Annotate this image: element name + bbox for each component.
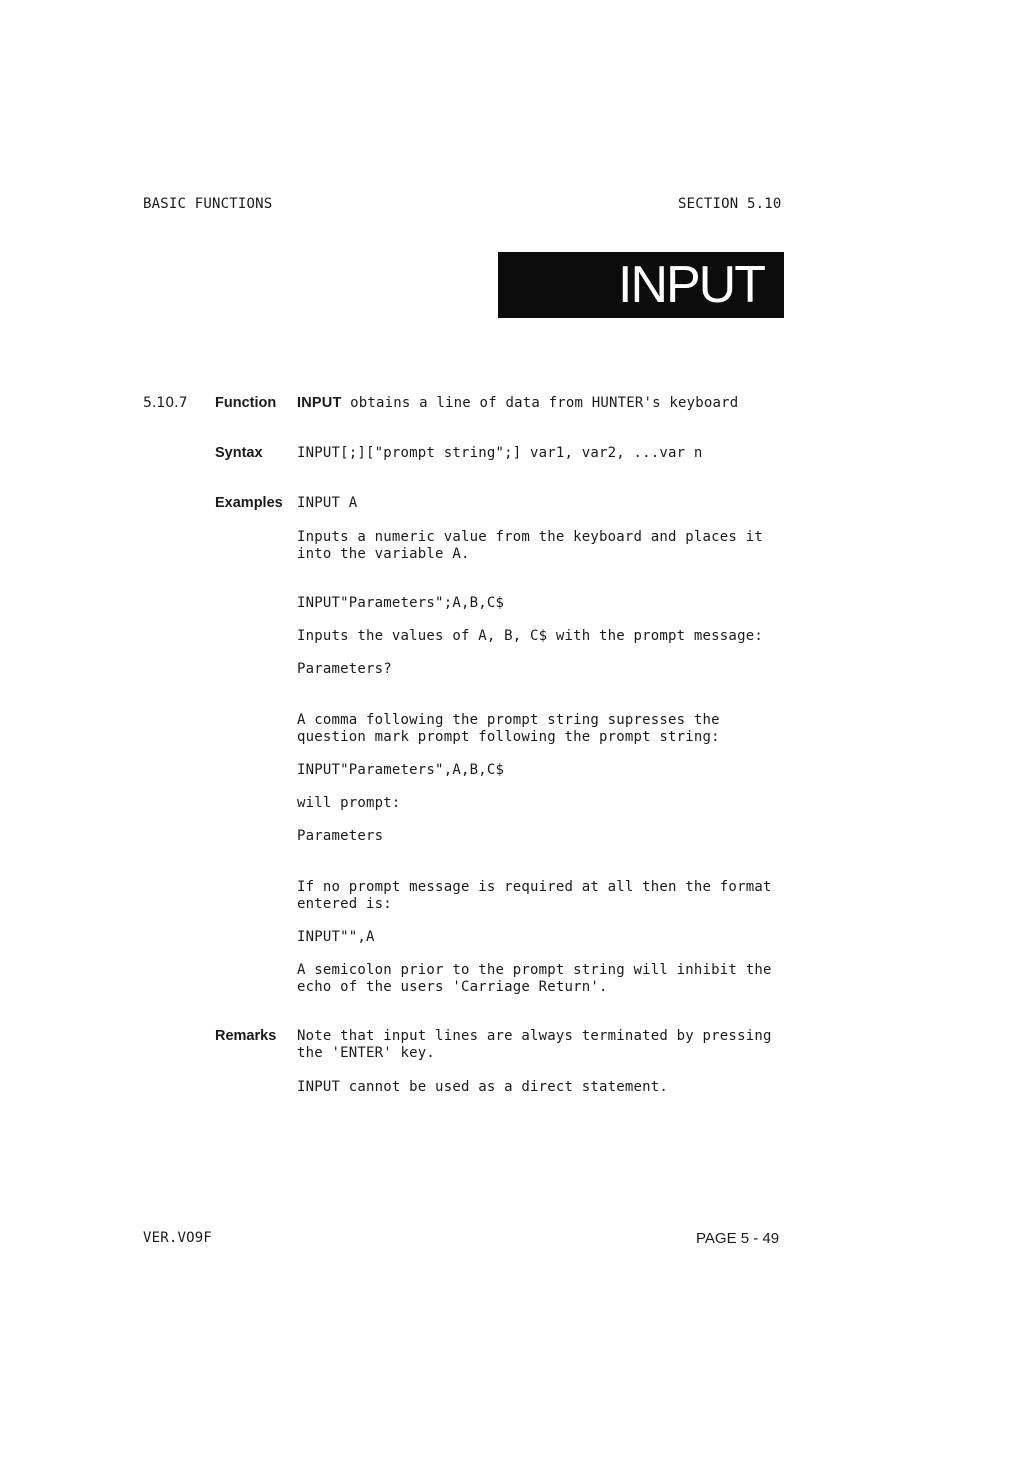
examples-label: Examples [215,495,283,511]
example-text: If no prompt message is required at all then the format entered is: [297,879,772,912]
remarks-label: Remarks [215,1028,277,1044]
remark-text: Note that input lines are always terminated by pressing the 'ENTER' key. [297,1028,772,1061]
function-label: Function [215,395,277,411]
syntax-text: INPUT[;]["prompt string";] var1, var2, ...var n [297,445,703,461]
page-title: INPUT [618,256,764,314]
function-text: obtains a line of data from HUNTER's keyboard [341,395,739,411]
running-header-right: SECTION 5.10 [678,196,782,212]
page-number: PAGE 5 - 49 [696,1230,780,1247]
example-output: Parameters? [297,661,392,677]
version-footer: VER.VO9F [143,1230,213,1246]
function-keyword: INPUT [297,395,342,411]
remark-text: INPUT cannot be used as a direct statement. [297,1079,669,1095]
example-output: Parameters [297,828,384,844]
running-header-left: BASIC FUNCTIONS [143,196,273,212]
example-code: INPUT"Parameters",A,B,C$ [297,762,505,778]
example-text: A comma following the prompt string supresses the question mark prompt following the prompt string: [297,712,720,745]
title-banner [498,252,784,318]
example-text: A semicolon prior to the prompt string will inhibit the echo of the users 'Carriage Return'. [297,962,772,995]
example-code: INPUT A [297,495,358,511]
function-description [297,395,738,411]
syntax-label: Syntax [215,445,263,461]
example-text: will prompt: [297,795,401,811]
example-code: INPUT"",A [297,929,375,945]
example-text: Inputs a numeric value from the keyboard and places it into the variable A. [297,529,763,562]
example-text: Inputs the values of A, B, C$ with the prompt message: [297,628,763,644]
example-code: INPUT"Parameters";A,B,C$ [297,595,505,611]
section-number: 5.10.7 [143,395,188,411]
